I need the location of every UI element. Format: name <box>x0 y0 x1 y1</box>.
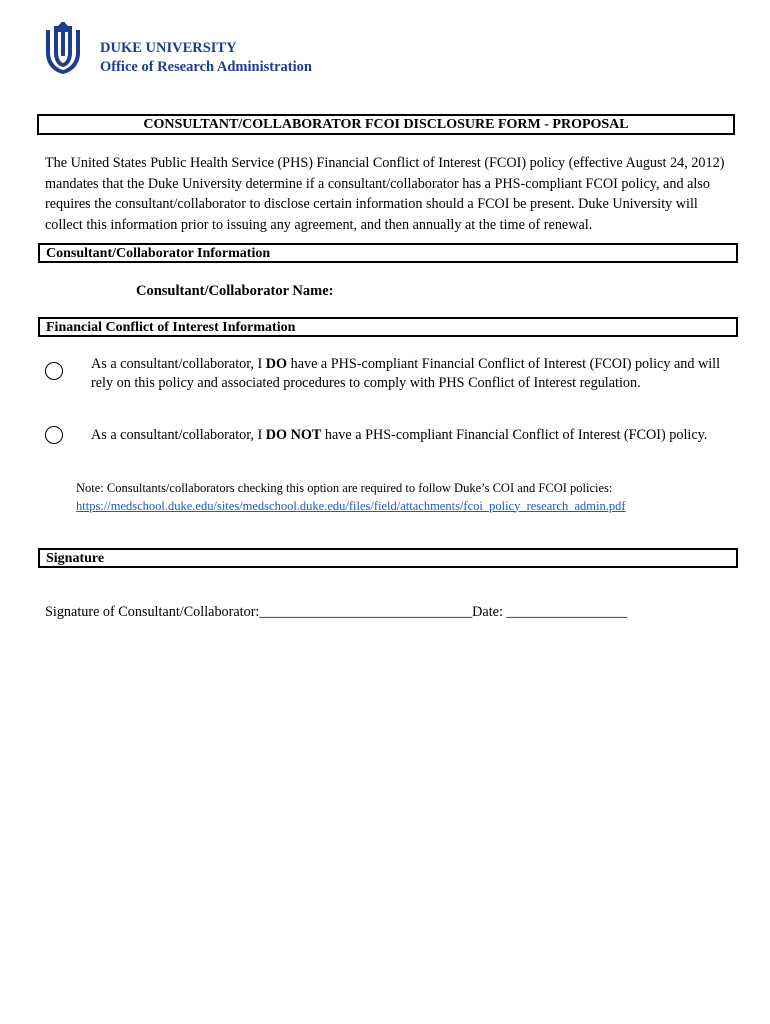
university-name: DUKE UNIVERSITY <box>100 40 237 56</box>
date-field[interactable]: _________________ <box>506 604 628 620</box>
section-consultant-info <box>38 243 738 263</box>
office-name: Office of Research Administration <box>100 59 312 75</box>
option-do-radio[interactable] <box>45 362 63 380</box>
option-do-text <box>91 355 741 392</box>
section-fcoi-info <box>38 317 738 337</box>
date-label: Date: <box>472 604 507 620</box>
option-do-not-prefix: As a consultant/collaborator, I <box>91 427 266 443</box>
section-heading: Consultant/Collaborator Information <box>46 246 271 261</box>
policy-link[interactable]: https://medschool.duke.edu/sites/medschool.duke.edu/files/field/attachments/fcoi_policy_research_admin.pdf <box>76 498 626 513</box>
note-text: Note: Consultants/collaborators checking this option are required to follow Duke’s COI and FCOI policies: <box>76 481 613 495</box>
signature-line <box>45 604 627 621</box>
policy-note <box>76 480 746 515</box>
option-do-suffix: have a PHS-compliant Financial Conflict of Interest (FCOI) policy and will rely on this policy and associated procedures to comply with PHS Conflict of Interest regulation. <box>91 356 721 391</box>
consultant-name-label: Consultant/Collaborator Name: <box>136 283 334 299</box>
signature-field[interactable]: ______________________________ <box>259 604 473 620</box>
intro-paragraph: The United States Public Health Service (PHS) Financial Conflict of Interest (FCOI) policy (effective August 24, 2012) mandates that the Duke University determine if a consultant/collaborator has a PHS-compliant FCOI policy, and also requires the consultant/collaborator to disclose certain information should a FCOI be present. Duke University will collect this information prior to issuing any agreement, and then annually at the time of renewal. <box>45 155 725 233</box>
form-title: CONSULTANT/COLLABORATOR FCOI DISCLOSURE FORM - PROPOSAL <box>143 117 629 132</box>
form-title-box <box>37 114 735 135</box>
option-do-not-suffix: have a PHS-compliant Financial Conflict of Interest (FCOI) policy. <box>321 427 708 443</box>
section-heading: Financial Conflict of Interest Information <box>46 320 296 335</box>
option-do-prefix: As a consultant/collaborator, I <box>91 356 266 372</box>
option-do-not-emphasis: DO NOT <box>265 427 322 443</box>
option-do-emphasis: DO <box>265 356 288 372</box>
section-signature <box>38 548 738 568</box>
duke-chapel-shield-logo-icon <box>46 22 80 74</box>
signature-label: Signature of Consultant/Collaborator: <box>45 604 260 620</box>
section-heading: Signature <box>46 551 105 566</box>
option-do-not-radio[interactable] <box>45 426 63 444</box>
option-do-not-text <box>91 426 741 445</box>
